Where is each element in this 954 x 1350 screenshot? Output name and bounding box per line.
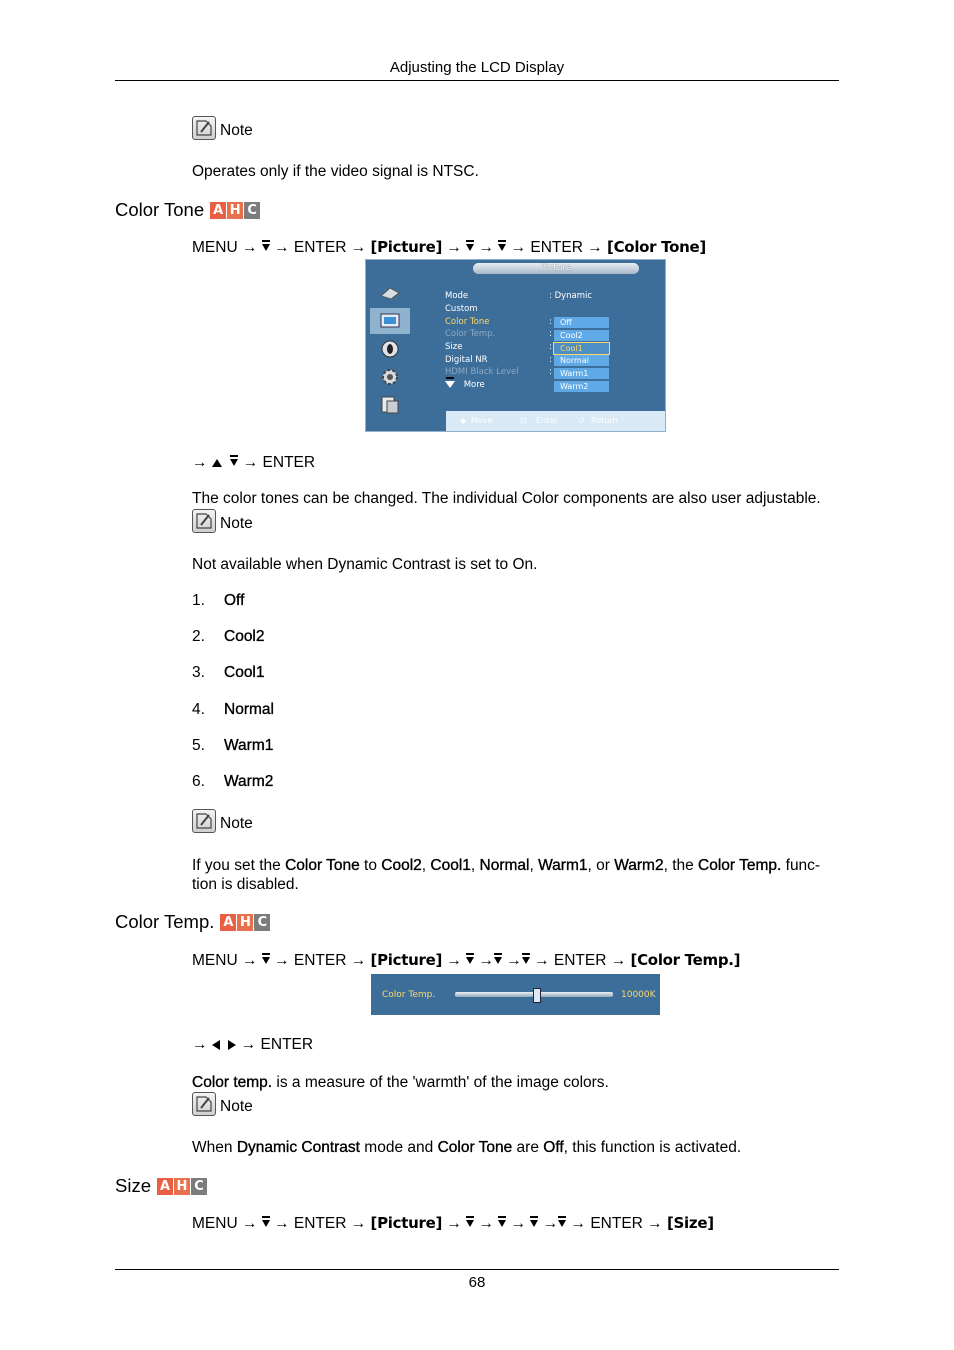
path-sep: → — [446, 1215, 462, 1232]
setup-gear-icon[interactable] — [370, 364, 410, 390]
color-tone-note-text: Not available when Dynamic Contrast is set to On. — [192, 556, 538, 573]
menu-path-color-tone — [192, 238, 706, 257]
down-arrow-icon — [522, 957, 530, 964]
note-icon — [192, 1092, 216, 1116]
path-sep: → — [446, 952, 462, 969]
color-tone-description: The color tones can be changed. The individual Color components are also user adjustable. — [192, 490, 821, 507]
page-header-title: Adjusting the LCD Display — [389, 59, 565, 76]
osd-row-hdmi-colon: : — [549, 367, 552, 377]
path-sep: → — [542, 1215, 559, 1232]
section-heading-size — [115, 1175, 208, 1197]
note-label: Note — [220, 1098, 253, 1115]
nav-enter: → ENTER — [242, 454, 316, 471]
osd-color-temp-label: Color Temp. — [382, 990, 436, 1000]
list-number: 1. — [192, 592, 205, 609]
osd-row-color-temp-colon: : — [549, 329, 552, 339]
osd-option-cool2[interactable]: Cool2 — [554, 330, 609, 341]
osd-move-label: Move — [471, 416, 493, 425]
path-menu: MENU → — [192, 239, 258, 256]
osd-row-digital-nr-colon: : — [549, 355, 552, 365]
down-arrow-icon — [262, 957, 270, 964]
osd-row-hdmi-black-level[interactable]: HDMI Black Level — [445, 367, 519, 377]
badge-h: H — [174, 1178, 190, 1195]
osd-row-mode[interactable]: Mode — [445, 291, 469, 301]
multi-control-icon[interactable] — [370, 392, 410, 418]
down-arrow-icon — [466, 244, 474, 251]
badge-a: A — [220, 914, 236, 931]
path-sep: → — [446, 239, 462, 256]
osd-row-color-tone-colon: : — [549, 317, 552, 327]
header-rule — [115, 80, 839, 81]
list-item-warm1: Warm1 — [224, 737, 274, 754]
path-sep: → — [478, 1215, 494, 1232]
color-temp-description: Color temp. is a measure of the 'warmth' of the image colors. — [192, 1074, 609, 1091]
more-down-icon — [445, 381, 455, 388]
ahc-badge — [220, 914, 271, 931]
note-ntsc — [192, 116, 253, 140]
note-icon — [192, 509, 216, 533]
color-tone-note2-line2: tion is disabled. — [192, 876, 299, 893]
osd-row-mode-value: : Dynamic — [549, 291, 593, 301]
note-label: Note — [220, 815, 253, 832]
osd-color-temp-value: 10000K — [621, 990, 656, 1000]
nav-enter: → ENTER — [240, 1036, 314, 1053]
right-arrow-icon — [228, 1040, 236, 1050]
down-arrow-icon — [262, 244, 270, 251]
note-color-tone-2 — [192, 809, 253, 833]
color-tone-note2-line1: If you set the Color Tone to Cool2, Cool1, Normal, Warm1, or Warm2, the Color Temp. func- — [192, 857, 821, 874]
badge-a: A — [210, 202, 226, 219]
down-arrow-icon — [230, 459, 238, 466]
menu-path-color-temp — [192, 951, 740, 970]
down-arrow-icon — [498, 1220, 506, 1227]
picture-icon[interactable] — [370, 308, 410, 334]
list-item-normal: Normal — [224, 701, 274, 718]
osd-row-more[interactable] — [445, 380, 485, 390]
left-arrow-icon — [212, 1040, 220, 1050]
path-sep: → — [478, 239, 494, 256]
list-number: 5. — [192, 737, 205, 754]
note-icon — [192, 116, 216, 140]
path-sep: → — [478, 952, 494, 969]
up-arrow-icon — [212, 459, 222, 467]
badge-c: C — [254, 914, 270, 931]
down-arrow-icon — [466, 1220, 474, 1227]
osd-color-tone-dropdown[interactable] — [554, 317, 609, 394]
down-arrow-icon — [262, 1220, 270, 1227]
down-arrow-icon — [498, 244, 506, 251]
down-arrow-icon — [530, 1220, 538, 1227]
note-label: Note — [220, 515, 253, 532]
list-item-cool2: Cool2 — [224, 628, 265, 645]
slider-knob[interactable] — [533, 988, 541, 1003]
path-menu: MENU → — [192, 1215, 258, 1232]
list-item-cool1: Cool1 — [224, 664, 265, 681]
down-arrow-icon — [558, 1220, 566, 1227]
path-sep: → — [506, 952, 522, 969]
nav-prefix: → — [192, 1036, 208, 1053]
osd-option-normal[interactable]: Normal — [554, 355, 609, 366]
sound-icon[interactable] — [370, 336, 410, 362]
list-item-warm2: Warm2 — [224, 773, 274, 790]
osd-more-label: More — [463, 380, 485, 390]
osd-row-color-temp[interactable]: Color Temp. — [445, 329, 496, 339]
path-final: → ENTER → — [570, 1215, 663, 1232]
osd-footer-bar — [446, 411, 665, 431]
osd-color-temp-slider — [371, 974, 660, 1015]
badge-c: C — [191, 1178, 207, 1195]
nav-hint-color-tone — [192, 453, 315, 472]
bracket-picture: [Picture] — [370, 1214, 443, 1232]
osd-sidebar — [366, 276, 414, 416]
section-heading-color-temp — [115, 911, 271, 933]
list-number: 2. — [192, 628, 205, 645]
heading-text: Size — [115, 1175, 151, 1196]
color-temp-note-text: When Dynamic Contrast mode and Color Tone are Off, this function is activated. — [192, 1139, 742, 1156]
down-arrow-icon — [494, 957, 502, 964]
path-final: → ENTER → — [534, 952, 627, 969]
osd-row-size-colon: : — [549, 342, 552, 352]
osd-picture-menu — [365, 259, 666, 432]
list-item-off: Off — [224, 592, 245, 609]
osd-row-digital-nr[interactable]: Digital NR — [445, 355, 488, 365]
heading-text: Color Temp. — [115, 911, 215, 932]
osd-option-warm2[interactable]: Warm2 — [554, 381, 609, 392]
ahc-badge — [157, 1178, 208, 1195]
path-enter: → ENTER → — [274, 239, 367, 256]
badge-c: C — [244, 202, 260, 219]
list-number: 6. — [192, 773, 205, 790]
page-number: 68 — [468, 1274, 486, 1291]
bracket-target: [Color Tone] — [607, 238, 706, 256]
return-icon: ↺ — [578, 416, 585, 425]
heading-text: Color Tone — [115, 199, 205, 220]
osd-enter-label: Enter — [536, 416, 558, 425]
osd-option-off[interactable]: Off — [554, 317, 609, 328]
bracket-picture: [Picture] — [370, 951, 443, 969]
menu-path-size — [192, 1214, 714, 1233]
path-sep: → — [510, 1215, 527, 1232]
path-final: → ENTER → — [510, 239, 603, 256]
note-color-tone — [192, 509, 253, 533]
osd-row-size[interactable]: Size — [445, 342, 463, 352]
bracket-target: [Color Temp.] — [630, 951, 741, 969]
down-arrow-icon — [466, 957, 474, 964]
footer-rule — [115, 1269, 839, 1270]
path-enter: → ENTER → — [274, 1215, 367, 1232]
note-icon — [192, 809, 216, 833]
osd-row-color-tone[interactable]: Color Tone — [445, 317, 490, 327]
badge-a: A — [157, 1178, 173, 1195]
osd-title: Picture — [473, 263, 639, 274]
nav-hint-color-temp — [192, 1035, 313, 1054]
nav-prefix: → — [192, 454, 208, 471]
osd-row-custom[interactable]: Custom — [445, 304, 478, 314]
note-label: Note — [220, 122, 253, 139]
ntsc-note-text: Operates only if the video signal is NTSC. — [192, 163, 479, 180]
list-number: 3. — [192, 664, 205, 681]
bracket-target: [Size] — [666, 1214, 714, 1232]
bracket-picture: [Picture] — [370, 238, 443, 256]
badge-h: H — [237, 914, 253, 931]
osd-option-warm1[interactable]: Warm1 — [554, 368, 609, 379]
path-menu: MENU → — [192, 952, 258, 969]
ahc-badge — [210, 202, 261, 219]
enter-icon: ⊡ — [520, 416, 527, 425]
input-icon[interactable] — [370, 280, 410, 306]
osd-option-cool1[interactable]: Cool1 — [554, 343, 609, 354]
section-heading-color-tone — [115, 199, 261, 221]
move-icon: ◆ — [460, 416, 467, 425]
note-color-temp — [192, 1092, 253, 1116]
list-number: 4. — [192, 701, 205, 718]
badge-h: H — [227, 202, 243, 219]
osd-return-label: Return — [591, 416, 618, 425]
path-enter: → ENTER → — [274, 952, 367, 969]
